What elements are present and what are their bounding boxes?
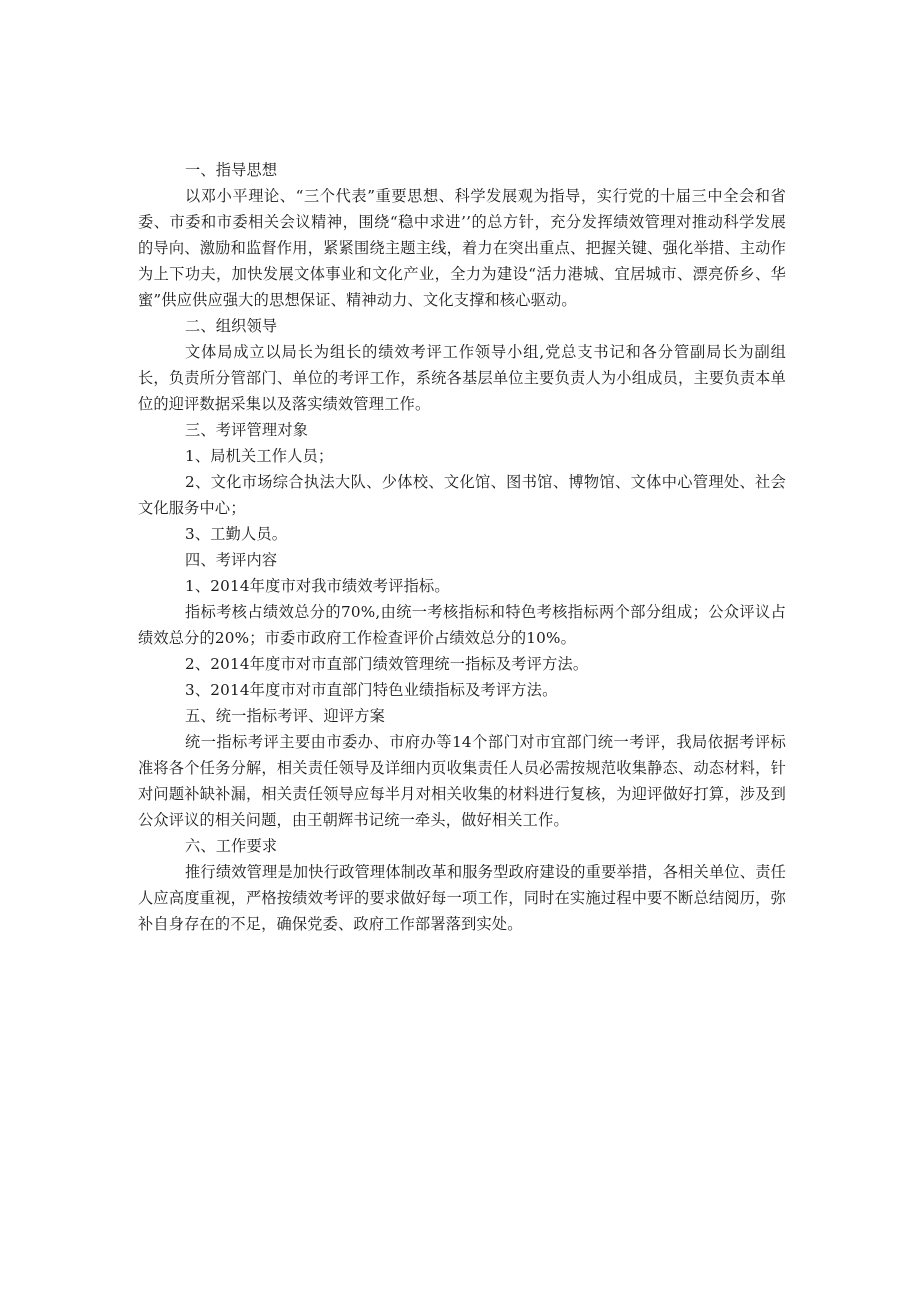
list-item: 2、2014年度市对市直部门绩效管理统一指标及考评方法。 [185, 655, 589, 673]
list-item: 1、局机关工作人员； [185, 447, 334, 465]
paragraph: 以邓小平理论、“三个代表”重要思想、科学发展观为指导，实行党的十届三中全会和省委、市委和市委相关会议精神，围绕“稳中求进’’的总方针，充分发挥绩效管理对推动科学发展的导向、激励和监督作用，紧紧围绕主题主线，着力在突出重点、把握关键、强化举措、主动作为上下功夫，加快发展文体事业和文化产业，全力为建设“活力港城、宜居城市、漂亮侨乡、华蜜”供应供应强大的思想保证、精神动力、文化支撑和核心驱动。 [138, 187, 786, 309]
list-item: 2、文化市场综合执法大队、少体校、文化馆、图书馆、博物馆、文体中心管理处、社会文化服务中心； [138, 473, 786, 517]
paragraph: 推行绩效管理是加快行政管理体制改革和服务型政府建设的重要举措，各相关单位、责任人应高度重视，严格按绩效考评的要求做好每一项工作，同时在实施过程中要不断总结阅历，弥补自身存在的不足，确保党委、政府工作部署落到实处。 [138, 863, 786, 933]
section-heading-guiding-ideology: 一、指导思想 [185, 161, 278, 179]
paragraph: 统一指标考评主要由市委办、市府办等14个部门对市宜部门统一考评，我局依据考评标准将各个任务分解，相关责任领导及详细内页收集责任人员必需按规范收集静态、动态材料，针对问题补缺补漏，相关责任领导应每半月对相关收集的材料进行复核，为迎评做好打算，涉及到公众评议的相关问题，由王朝辉书记统一牵头，做好相关工作。 [138, 733, 786, 829]
section-heading-unified-evaluation: 五、统一指标考评、迎评方案 [185, 707, 386, 725]
list-item: 1、2014年度市对我市绩效考评指标。 [185, 577, 450, 595]
section-heading-evaluation-content: 四、考评内容 [185, 551, 278, 569]
list-item: 3、2014年度市对市直部门特色业绩指标及考评方法。 [185, 681, 558, 699]
paragraph: 文体局成立以局长为组长的绩效考评工作领导小组,党总支书记和各分管副局长为副组长，负责所分管部门、单位的考评工作，系统各基层单位主要负责人为小组成员，主要负责本单位的迎评数据采集以及落实绩效管理工作。 [138, 343, 786, 413]
list-item: 3、工勤人员。 [185, 525, 288, 543]
paragraph: 指标考核占绩效总分的70%,由统一考核指标和特色考核指标两个部分组成；公众评议占绩效总分的20%；市委市政府工作检查评价占绩效总分的10%。 [138, 603, 786, 647]
section-heading-evaluation-targets: 三、考评管理对象 [185, 421, 309, 439]
section-heading-organization: 二、组织领导 [185, 317, 278, 335]
section-heading-work-requirements: 六、工作要求 [185, 837, 278, 855]
document-body [138, 157, 786, 937]
